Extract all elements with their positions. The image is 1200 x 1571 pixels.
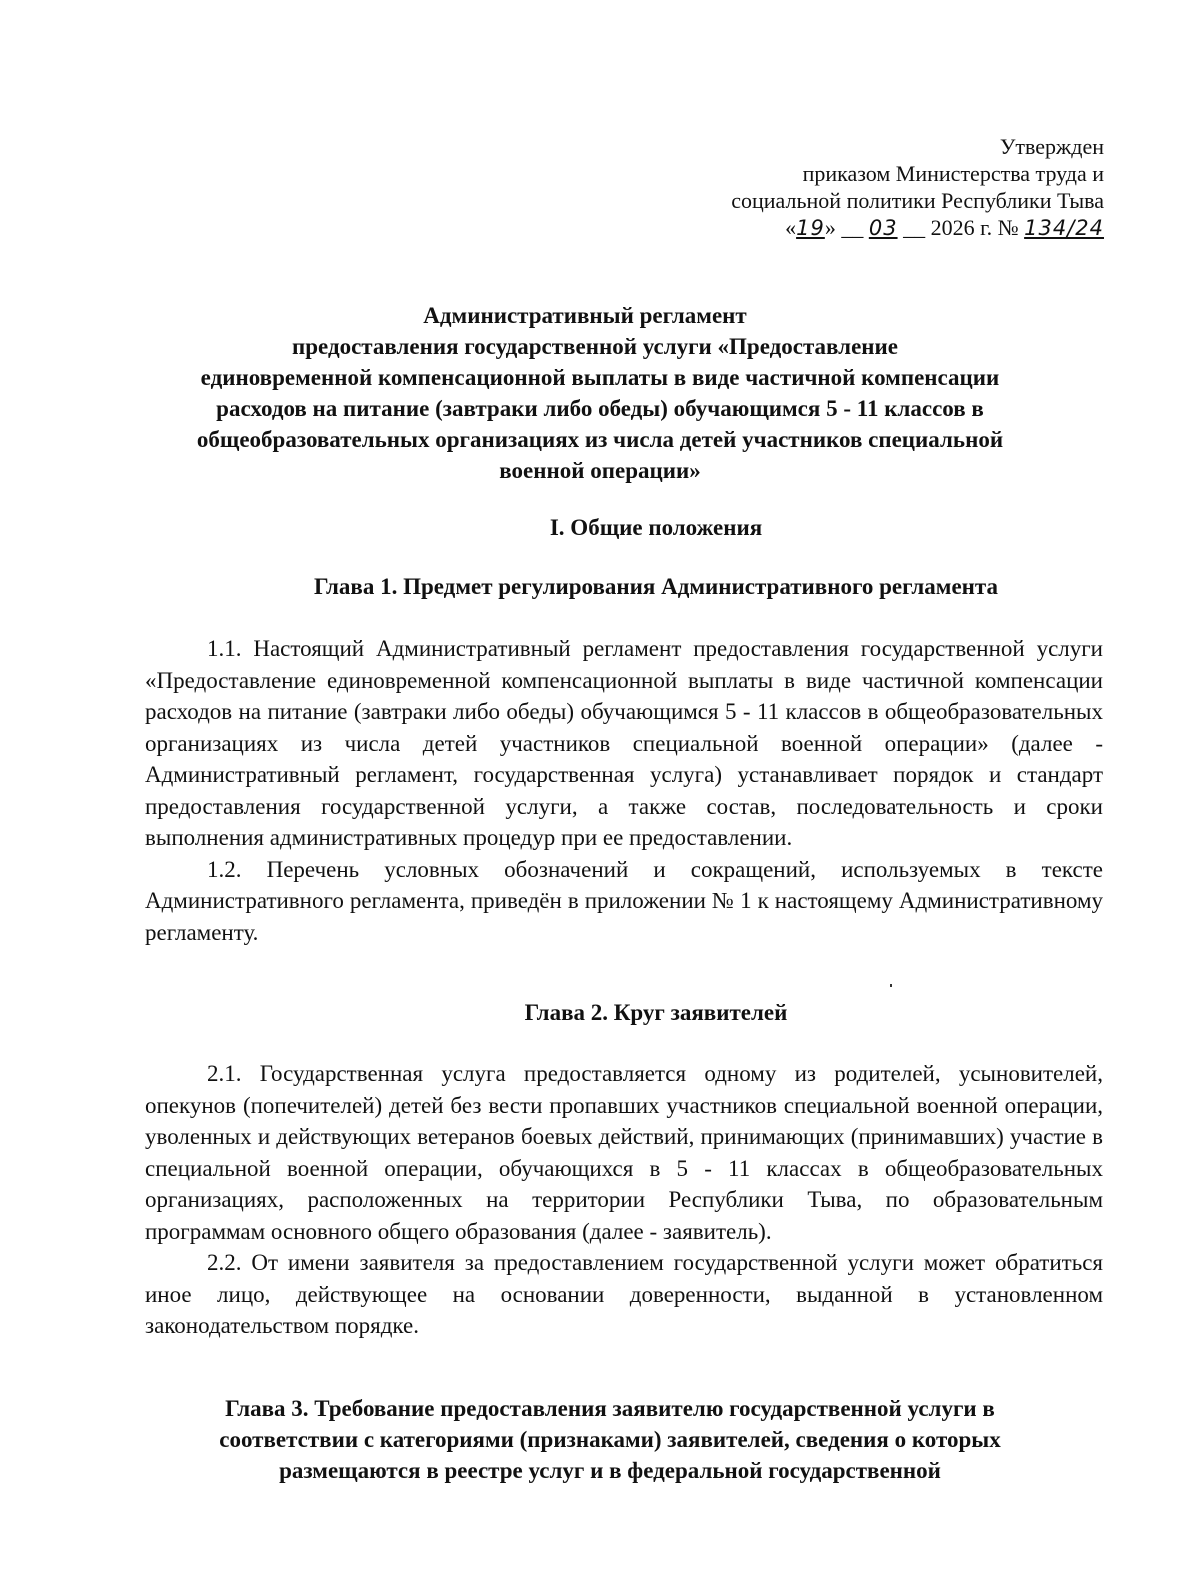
paragraph-2-1: 2.1. Государственная услуга предоставляется одному из родителей, усыновителей, опекунов (попечителей) детей без вести пропавших участников специальной военной операции, уволенных и действующих ветеранов боевых действий, принимающих (принимавших) участие в специальной военной операции, обучающихся в 5 - 11 классах в общеобразовательных организациях, расположенных на территории Республики Тыва, по образовательным программам основного общего образования (далее - заявитель). <box>145 1061 1103 1244</box>
title-line-6: военной операции» <box>499 458 701 483</box>
date-open-quote: « <box>785 215 797 240</box>
chapter-2-body <box>145 1058 1103 1342</box>
paragraph-2-2: 2.2. От имени заявителя за предоставлением государственной услуги может обратиться иное лицо, действующее на основании доверенности, выданной в установленном законодательством порядке. <box>145 1250 1103 1338</box>
approval-date-line <box>731 214 1104 242</box>
scan-speck <box>890 984 892 987</box>
date-day-handwritten: 19 <box>796 216 825 240</box>
chapter-1-heading: Глава 1. Предмет регулирования Административного регламента <box>313 574 998 599</box>
chapter-3-heading-line-1: Глава 3. Требование предоставления заявителю государственной услуги в <box>225 1396 995 1421</box>
approval-stamp-block <box>731 133 1104 242</box>
date-year: __ 2026 г. № <box>903 215 1019 240</box>
approval-line-3: социальной политики Республики Тыва <box>731 188 1104 213</box>
title-line-5: общеобразовательных организациях из числа детей участников специальной <box>196 427 1004 452</box>
title-line-4: расходов на питание (завтраки либо обеды) обучающимся 5 - 11 классов в <box>216 396 984 421</box>
date-separator: » __ <box>824 215 864 240</box>
approval-line-2: приказом Министерства труда и <box>802 161 1104 186</box>
paragraph-1-2: 1.2. Перечень условных обозначений и сокращений, используемых в тексте Административного регламента, приведён в приложении № 1 к настоящему Административному регламенту. <box>145 856 1103 945</box>
title-line-2: предоставления государственной услуги «Предоставление <box>292 334 898 359</box>
approval-line-1: Утвержден <box>999 134 1104 159</box>
document-title <box>0 300 1200 486</box>
date-month-handwritten: 03 <box>868 216 898 240</box>
chapter-3-heading-line-3: размещаются в реестре услуг и в федеральной государственной <box>279 1458 941 1483</box>
paragraph-1-1: 1.1. Настоящий Административный регламент предоставления государственной услуги «Предоставление единовременной компенсационной выплаты в виде частичной компенсации расходов на питание (завтраки либо обеды) обучающимся 5 - 11 классов в общеобразовательных организациях из числа детей участников специальной военной операции» (далее - Административный регламент, государственная услуга) устанавливает порядок и стандарт предоставления государственной услуги, а также состав, последовательность и сроки выполнения административных процедур при ее предоставлении. <box>145 636 1103 850</box>
section-1-heading: I. Общие положения <box>549 515 763 540</box>
order-number-handwritten: 134/24 <box>1024 216 1104 240</box>
title-line-3: единовременной компенсационной выплаты в виде частичной компенсации <box>200 365 1000 390</box>
chapter-2-heading: Глава 2. Круг заявителей <box>524 1000 788 1025</box>
chapter-3-heading <box>0 1393 1200 1486</box>
chapter-3-heading-line-2: соответствии с категориями (признаками) заявителей, сведения о которых <box>219 1427 1001 1452</box>
title-line-1: Административный регламент <box>423 303 747 328</box>
chapter-1-body <box>145 633 1103 948</box>
